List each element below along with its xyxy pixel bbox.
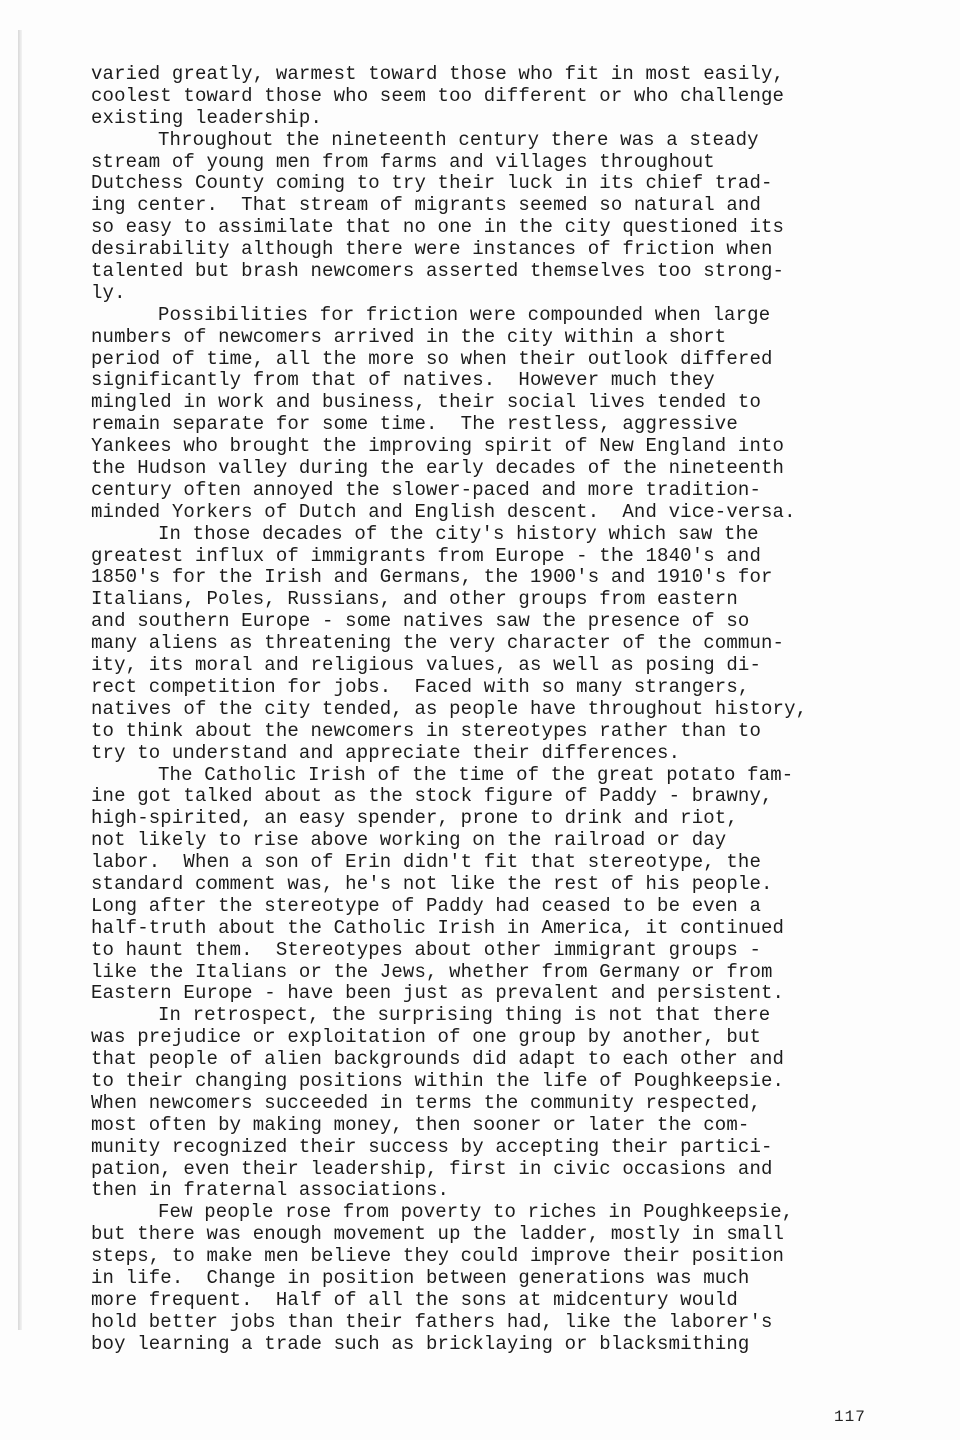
text-line: rect competition for jobs. Faced with so many strangers, <box>91 675 750 698</box>
text-line: significantly from that of natives. However much they <box>91 369 715 392</box>
paragraph-first-line: Possibilities for friction were compounded when large <box>158 303 771 326</box>
text-line: existing leadership. <box>91 106 323 129</box>
paragraph-first-line: Few people rose from poverty to riches in Poughkeepsie, <box>158 1201 794 1224</box>
paragraph-first-line: Throughout the nineteenth century there was a steady <box>158 128 759 151</box>
text-line: then in fraternal associations. <box>91 1179 450 1202</box>
text-line: high-spirited, an easy spender, prone to drink and riot, <box>91 807 738 830</box>
text-line: to think about the newcomers in stereotypes rather than to <box>91 719 762 742</box>
text-line: more frequent. Half of all the sons at midcentury would <box>91 1288 738 1311</box>
text-line: numbers of newcomers arrived in the city within a short <box>91 325 727 348</box>
text-line: varied greatly, warmest toward those who fit in most easily, <box>91 63 785 85</box>
text-line: desirability although there were instances of friction when <box>91 238 773 261</box>
text-line: talented but brash newcomers asserted themselves too strong- <box>91 260 785 283</box>
text-line: 1850's for the Irish and Germans, the 1900's and 1910's for <box>91 566 773 589</box>
text-line: stream of young men from farms and villages throughout <box>91 150 715 173</box>
text-line: that people of alien backgrounds did adapt to each other and <box>91 1048 785 1071</box>
text-line: to haunt them. Stereotypes about other immigrant groups - <box>91 938 762 961</box>
text-line: was prejudice or exploitation of one group by another, but <box>91 1026 762 1049</box>
text-line: Italians, Poles, Russians, and other groups from eastern <box>91 588 738 611</box>
text-line: greatest influx of immigrants from Europe - the 1840's and <box>91 544 762 567</box>
text-line: munity recognized their success by accepting their partici- <box>91 1135 773 1158</box>
text-line: When newcomers succeeded in terms the community respected, <box>91 1091 762 1114</box>
text-line: Long after the stereotype of Paddy had ceased to be even a <box>91 894 762 917</box>
text-line: many aliens as threatening the very character of the commun- <box>91 632 785 655</box>
text-line: half-truth about the Catholic Irish in America, it continued <box>91 916 785 939</box>
text-line: hold better jobs than their fathers had, like the laborer's <box>91 1310 773 1333</box>
text-line: the Hudson valley during the early decades of the nineteenth <box>91 457 785 480</box>
text-line: Yankees who brought the improving spirit of New England into <box>91 435 785 458</box>
text-line: so easy to assimilate that no one in the city questioned its <box>91 216 785 239</box>
text-line: not likely to rise above working on the railroad or day <box>91 829 727 852</box>
text-line: Eastern Europe - have been just as prevalent and persistent. <box>91 982 785 1005</box>
text-line: most often by making money, then sooner or later the com- <box>91 1113 750 1136</box>
text-line: pation, even their leadership, first in civic occasions and <box>91 1157 773 1180</box>
text-line: ity, its moral and religious values, as well as posing di- <box>91 654 762 677</box>
page-number: 117 <box>834 1408 866 1426</box>
text-line: natives of the city tended, as people have throughout history, <box>91 697 808 720</box>
text-line: ly. <box>91 281 126 304</box>
text-line: ing center. That stream of migrants seemed so natural and <box>91 194 762 217</box>
paragraph-first-line: The Catholic Irish of the time of the great potato fam- <box>158 763 794 786</box>
text-line: remain separate for some time. The restless, aggressive <box>91 413 738 436</box>
text-line: in life. Change in position between generations was much <box>91 1266 750 1289</box>
paragraph-first-line: In retrospect, the surprising thing is not that there <box>158 1004 771 1027</box>
text-line: labor. When a son of Erin didn't fit that stereotype, the <box>91 851 762 874</box>
body-text <box>91 64 951 1356</box>
text-line: century often annoyed the slower-paced and more tradition- <box>91 478 762 501</box>
text-line: coolest toward those who seem too different or who challenge <box>91 84 785 107</box>
text-line: try to understand and appreciate their differences. <box>91 741 681 764</box>
scan-edge-shadow <box>18 30 22 1330</box>
text-line: Dutchess County coming to try their luck in its chief trad- <box>91 172 773 195</box>
text-line: ine got talked about as the stock figure of Paddy - brawny, <box>91 785 773 808</box>
text-line: like the Italians or the Jews, whether from Germany or from <box>91 960 773 983</box>
text-line: and southern Europe - some natives saw the presence of so <box>91 610 750 633</box>
text-line: but there was enough movement up the ladder, mostly in small <box>91 1223 785 1246</box>
text-line: to their changing positions within the life of Poughkeepsie. <box>91 1069 785 1092</box>
text-line: standard comment was, he's not like the rest of his people. <box>91 872 773 895</box>
paragraph-first-line: In those decades of the city's history which saw the <box>158 522 759 545</box>
text-line: boy learning a trade such as bricklaying or blacksmithing <box>91 1332 750 1355</box>
text-line: steps, to make men believe they could improve their position <box>91 1245 785 1268</box>
text-line: minded Yorkers of Dutch and English descent. And vice-versa. <box>91 500 796 523</box>
text-line: mingled in work and business, their social lives tended to <box>91 391 762 414</box>
text-line: period of time, all the more so when their outlook differed <box>91 347 773 370</box>
